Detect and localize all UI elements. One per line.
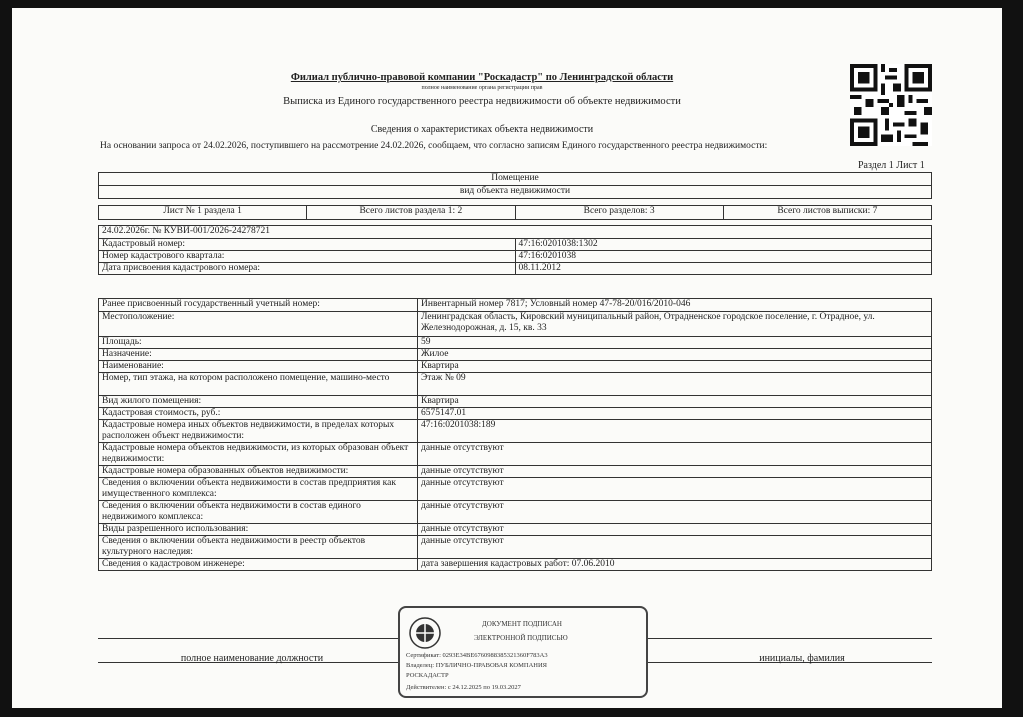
table-row	[99, 536, 932, 559]
extract-title: Выписка из Единого государственного реестра недвижимости об объекте недвижимости	[283, 96, 681, 107]
table-row	[99, 559, 932, 571]
stamp-owner: Владелец: ПУБЛИЧНО-ПРАВОВАЯ КОМПАНИЯ	[406, 662, 547, 669]
table-row	[99, 361, 932, 373]
table-row	[99, 420, 932, 443]
table-row	[99, 524, 932, 536]
row-label: Наименование:	[99, 361, 418, 373]
row-value: Жилое	[418, 349, 932, 361]
electronic-signature-stamp	[398, 606, 648, 698]
object-type-caption: вид объекта недвижимости	[99, 186, 932, 199]
row-label: Сведения о включении объекта недвижимости в состав единого недвижимого комплекса:	[99, 501, 418, 524]
registry-table	[98, 225, 932, 275]
table-row	[99, 396, 932, 408]
sheet-number: Лист № 1 раздела 1	[99, 206, 307, 220]
row-label: Площадь:	[99, 337, 418, 349]
table-row	[99, 443, 932, 466]
request-date-number: 24.02.2026г. № КУВИ-001/2026-24278721	[99, 226, 932, 239]
row-value: 47:16:0201038:189	[418, 420, 932, 443]
qr-code-icon	[850, 64, 932, 146]
section-sheet-label: Раздел 1 Лист 1	[858, 160, 925, 171]
row-value: данные отсутствуют	[418, 478, 932, 501]
row-value: Этаж № 09	[418, 373, 932, 396]
row-label: Номер, тип этажа, на котором расположено помещение, машино-место	[99, 373, 418, 396]
row-label: Дата присвоения кадастрового номера:	[99, 263, 516, 275]
stamp-line1: ДОКУМЕНТ ПОДПИСАН	[482, 620, 562, 628]
row-label: Кадастровые номера объектов недвижимости, из которых образован объект недвижимости:	[99, 443, 418, 466]
object-type-table	[98, 172, 932, 199]
row-value: данные отсутствуют	[418, 524, 932, 536]
row-value: данные отсутствуют	[418, 443, 932, 466]
position-caption: полное наименование должности	[180, 653, 324, 664]
table-row	[99, 337, 932, 349]
cadastral-number: 47:16:0201038:1302	[515, 239, 932, 251]
row-label: Ранее присвоенный государственный учетный номер:	[99, 299, 418, 312]
total-section-sheets: Всего листов раздела 1: 2	[307, 206, 515, 220]
total-extract-sheets: Всего листов выписки: 7	[723, 206, 931, 220]
total-sections: Всего разделов: 3	[515, 206, 723, 220]
row-label: Кадастровая стоимость, руб.:	[99, 408, 418, 420]
row-value: Квартира	[418, 396, 932, 408]
assignment-date: 08.11.2012	[515, 263, 932, 275]
row-label: Кадастровые номера иных объектов недвижимости, в пределах которых расположен объект недвижимости:	[99, 420, 418, 443]
row-value: 6575147.01	[418, 408, 932, 420]
table-row	[99, 501, 932, 524]
stamp-owner2: РОСКАДАСТР	[406, 672, 449, 679]
row-value: Квартира	[418, 361, 932, 373]
row-label: Кадастровый номер:	[99, 239, 516, 251]
emblem-icon	[408, 616, 442, 650]
row-value: 59	[418, 337, 932, 349]
row-label: Вид жилого помещения:	[99, 396, 418, 408]
row-value: Инвентарный номер 7817; Условный номер 47-78-20/016/2010-046	[418, 299, 932, 312]
row-value: данные отсутствуют	[418, 466, 932, 478]
row-value: данные отсутствуют	[418, 501, 932, 524]
table-row	[99, 312, 932, 337]
table-row	[99, 408, 932, 420]
stamp-valid: Действителен: с 24.12.2025 по 19.03.2027	[406, 684, 521, 691]
name-caption: инициалы, фамилия	[759, 653, 845, 664]
row-label: Кадастровые номера образованных объектов недвижимости:	[99, 466, 418, 478]
object-type: Помещение	[99, 173, 932, 186]
row-label: Назначение:	[99, 349, 418, 361]
sheets-table	[98, 205, 932, 220]
row-label: Сведения о кадастровом инженере:	[99, 559, 418, 571]
document-page	[12, 8, 1002, 708]
cadastral-quarter: 47:16:0201038	[515, 251, 932, 263]
stamp-line2: ЭЛЕКТРОННОЙ ПОДПИСЬЮ	[474, 634, 568, 642]
request-basis: На основании запроса от 24.02.2026, поступившего на рассмотрение 24.02.2026, сообщаем, что согласно записям Единого государственного реестра недвижимости:	[100, 141, 768, 151]
branch-name: Филиал публично-правовой компании "Роскадастр" по Ленинградской области	[290, 72, 674, 83]
row-label: Местоположение:	[99, 312, 418, 337]
table-row	[99, 349, 932, 361]
branch-subcaption: полное наименование органа регистрации прав	[421, 85, 543, 91]
details-table	[98, 298, 932, 571]
table-row	[99, 299, 932, 312]
stamp-certificate: Сертификат: 0293Е34ВЕ6760988385321360F783A3	[406, 652, 548, 659]
table-row	[99, 478, 932, 501]
row-label: Номер кадастрового квартала:	[99, 251, 516, 263]
row-value: Ленинградская область, Кировский муниципальный район, Отрадненское городское поселение, г. Отрадное, ул. Железнодорожная, д. 15, кв. 33	[418, 312, 932, 337]
row-label: Сведения о включении объекта недвижимости в реестр объектов культурного наследия:	[99, 536, 418, 559]
row-label: Сведения о включении объекта недвижимости в состав предприятия как имущественного комплекса:	[99, 478, 418, 501]
row-value: дата завершения кадастровых работ: 07.06.2010	[418, 559, 932, 571]
section-title: Сведения о характеристиках объекта недвижимости	[370, 124, 594, 135]
table-row	[99, 373, 932, 396]
row-label: Виды разрешенного использования:	[99, 524, 418, 536]
row-value: данные отсутствуют	[418, 536, 932, 559]
table-row	[99, 466, 932, 478]
